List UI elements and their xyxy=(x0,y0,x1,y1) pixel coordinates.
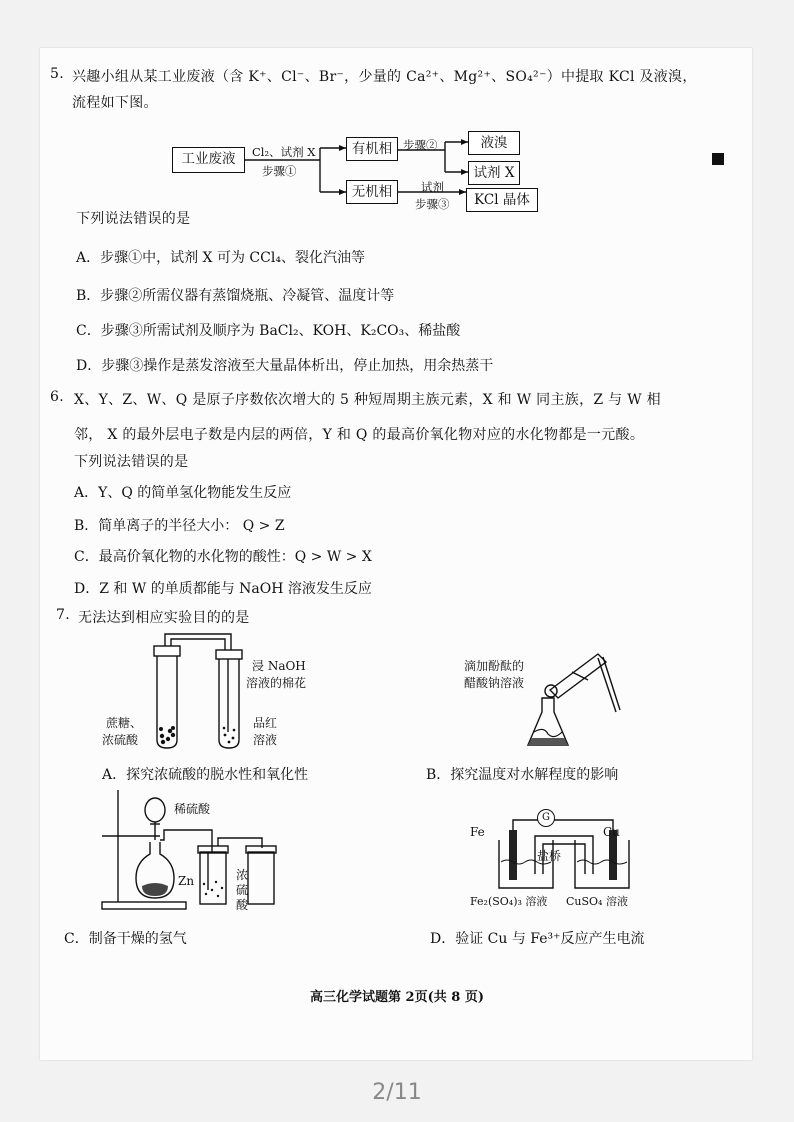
d-label-cu-solution: CuSO₄ 溶液 xyxy=(566,895,628,908)
d-galvanometer: G xyxy=(537,809,555,827)
q5-stem-line2: 流程如下图。 xyxy=(72,95,158,111)
a-label-sugar-2: 浓硫酸 xyxy=(102,733,139,747)
page-indicator: 2/11 xyxy=(372,1080,422,1105)
d-label-bridge: 盐桥 xyxy=(537,849,562,863)
q7-caption-d: D．验证 Cu 与 Fe³⁺反应产生电流 xyxy=(430,931,645,947)
a-label-red-2: 溶液 xyxy=(253,733,278,747)
a-label-cotton-2: 溶液的棉花 xyxy=(246,676,307,690)
q5-number: 5. xyxy=(50,66,64,82)
flow-step2-label: 步骤② xyxy=(403,138,438,152)
q6-stem-line2: 邻， X 的最外层电子数是内层的两倍，Y 和 Q 的最高价氧化物对应的水化物都是一元酸。 xyxy=(74,427,645,443)
apparatus-d-drawing xyxy=(495,818,645,893)
flow-reagent-x: 试剂 X xyxy=(468,161,520,185)
q6-option-c: C．最高价氧化物的水化物的酸性：Q > W > X xyxy=(74,549,372,565)
flow-step1-label: 步骤① xyxy=(262,164,297,178)
apparatus-b-drawing xyxy=(520,650,660,750)
q6-option-d: D．Z 和 W 的单质都能与 NaOH 溶液发生反应 xyxy=(74,581,372,597)
q5-option-c: C．步骤③所需试剂及顺序为 BaCl₂、KOH、K₂CO₃、稀盐酸 xyxy=(76,323,461,339)
q5-question: 下列说法错误的是 xyxy=(76,211,191,227)
q5-stem-line1: 兴趣小组从某工业废液（含 K⁺、Cl⁻、Br⁻，少量的 Ca²⁺、Mg²⁺、SO₄²⁻）中提取 KCl 及液溴， xyxy=(72,69,697,85)
q5-option-a: A．步骤①中，试剂 X 可为 CCl₄、裂化汽油等 xyxy=(76,250,365,266)
q7-caption-a: A．探究浓硫酸的脱水性和氧化性 xyxy=(102,767,309,783)
flow-liquid-bromine: 液溴 xyxy=(468,131,520,155)
flow-step1-reagents: Cl₂、试剂 X xyxy=(252,145,316,159)
b-label-2: 醋酸钠溶液 xyxy=(464,676,525,690)
apparatus-a-drawing xyxy=(145,632,325,752)
a-label-sugar-1: 蔗糖、 xyxy=(106,716,143,730)
c-label-acid: 稀硫酸 xyxy=(174,802,211,816)
flow-organic-phase: 有机相 xyxy=(346,137,398,161)
d-label-fe: Fe xyxy=(470,825,485,839)
q7-caption-b: B．探究温度对水解程度的影响 xyxy=(426,767,619,783)
page-footer: 高三化学试题第 2页(共 8 页) xyxy=(310,990,484,1005)
b-label-1: 滴加酚酞的 xyxy=(464,659,525,673)
d-label-fe-solution: Fe₂(SO₄)₃ 溶液 xyxy=(470,895,548,908)
q7-caption-c: C．制备干燥的氢气 xyxy=(64,931,187,947)
c-label-conc-3: 酸 xyxy=(236,898,249,912)
q5-option-d: D．步骤③操作是蒸发溶液至大量晶体析出，停止加热，用余热蒸干 xyxy=(76,358,494,374)
q7-number: 7. xyxy=(56,607,70,623)
flow-step3-label: 步骤③ xyxy=(415,197,450,211)
q6-stem-line1: X、Y、Z、W、Q 是原子序数依次增大的 5 种短周期主族元素，X 和 W 同主族，Z 与 W 相 xyxy=(74,392,661,408)
c-label-zn: Zn xyxy=(178,874,195,888)
flow-kcl-crystal: KCl 晶体 xyxy=(466,188,538,212)
flow-step3-reagent: 试剂 xyxy=(421,180,444,194)
c-label-conc-1: 浓 xyxy=(236,868,249,882)
q6-question: 下列说法错误的是 xyxy=(74,454,189,470)
q6-number: 6. xyxy=(50,389,64,405)
q5-option-b: B．步骤②所需仪器有蒸馏烧瓶、冷凝管、温度计等 xyxy=(76,288,395,304)
a-label-cotton-1: 浸 NaOH xyxy=(252,659,306,673)
c-label-conc-2: 硫 xyxy=(236,883,249,897)
q6-option-b: B．简单离子的半径大小： Q > Z xyxy=(74,518,285,534)
q6-option-a: A．Y、Q 的简单氢化物能发生反应 xyxy=(74,485,292,501)
flow-waste-liquid: 工业废液 xyxy=(172,147,245,173)
q7-stem: 无法达到相应实验目的的是 xyxy=(78,610,250,626)
a-label-red-1: 品红 xyxy=(253,716,278,730)
flow-inorganic-phase: 无机相 xyxy=(346,180,398,204)
d-label-cu: Cu xyxy=(603,825,620,839)
